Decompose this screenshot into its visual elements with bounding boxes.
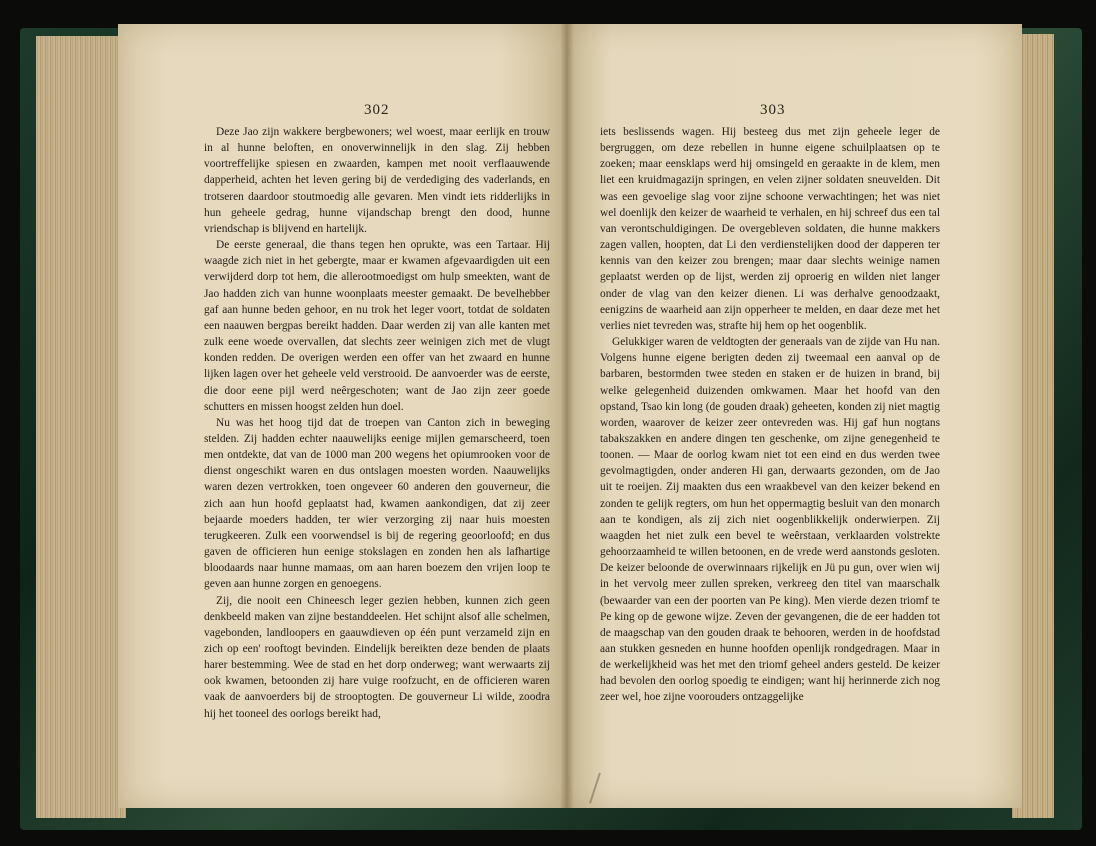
right-page-text xyxy=(600,124,940,706)
page-number-right: 303 xyxy=(760,102,786,118)
paragraph: De eerste generaal, die thans tegen hen oprukte, was een Tartaar. Hij waagde zich niet in het gebergte, maar er kwamen afgevaardigden uit een verwijderd dorp tot hem, die allerootmoedigst om hulp smeekten, want de Jao hadden zich van hunne woonplaats meester gemaakt. De bevelhebber gaf aan hunne beden gehoor, en nu trok het leger voort, totdat de soldaten een naauwen bergpas bereikt hadden. Daar werden zij van alle kanten met zulk eene woede overvallen, dat slechts zeer weinigen zich met de vlugt konden redden. De overigen werden een offer van het zwaard en hunne lijken lagen over het geheele veld verstrooid. De aanvoerder was de eerste, die door eene pijl werd neêrgeschoten; want de Jao zijn zeer goede schutters en missen hoogst zelden hun doel. xyxy=(204,239,550,413)
paragraph: Gelukkiger waren de veldtogten der generaals van de zijde van Hu nan. Volgens hunne eigene berigten deden zij tweemaal een aanval op de barbaren, bestormden twee steden en staken er de huizen in brand, bij welke gelegenheid duizenden omkwamen. Maar het hoofd van den opstand, Tsao kin long (de gouden draak) geheeten, konden zij niet magtig worden, waarover de keizer zeer ontevreden was. Hij gaf hun nogtans tabakszakken en andere dingen ten geschenke, om zijne genegenheid te toonen. — Maar de oorlog kwam niet tot een eind en dus werden twee gevolmagtigden, onder anderen Hi gan, derwaarts gezonden, om de Jao uit te roeijen. Zij maakten dus een wraakbevel van den keizer bekend en zonden te gelijk regters, om hun het oppermagtig besluit van den monarch aan te kondigen, als zij zich niet oogenblikkelijk onderwierpen. Zij waagden het niet zulk een bevel te weêrstaan, verklaarden volstrekte gehoorzaamheid te willen betoonen, en de vrede werd aanstonds gesloten. De keizer beloonde de overwinnaars rijkelijk en Jü pu gun, over wien wij in het vervolg meer zullen spreken, verkreeg den titel van maarschalk (bewaarder van een der poorten van Pe king). Men vierde dezen triomf te Pe king op de gewone wijze. Zeven der gevangenen, die de eer hadden tot de maagschap van den gouden draak te behooren, werden in de hoofdstad aan stukken gesneden en hunne hoofden openlijk rondgedragen. Maar in de werkelijkheid was het met den triomf geheel anders gesteld. De keizer had bevolen den oorlog spoedig te eindigen; want hij herinnerde zich nog zeer wel, hoe zijne voorouders ontzaggelijke xyxy=(600,336,940,704)
paragraph: iets beslissends wagen. Hij besteeg dus met zijn geheele leger de bergruggen, om deze rebellen in hunne eigene schuilplaatsen op te zoeken; maar eensklaps werd hij omsingeld en geraakte in de klem, men liet een kruidmagazijn springen, en velen zijner soldaten sneuvelden. Dit was een gevoelige slag voor zijne schoone verwachtingen; het was niet wel doenlijk den keizer de waarheid te verhalen, en hij schreef dus een tal van verontschuldigingen. De overgebleven soldaten, die hunne makkers zagen vallen, hoopten, dat Li den verdienstelijken dood der dapperen ter kennis van den keizer zou brengen; maar daar slechts weinige namen geplaatst werden op de lijst, werden zij oproerig en wilden niet langer onder de vlag van den keizer dienen. Li was derhalve genoodzaakt, eenigzins de waarheid aan zijn opperheer te melden, en daar deze met het verlies niet tevreden was, strafte hij hem op het oogenblik. xyxy=(600,126,940,332)
paragraph: Deze Jao zijn wakkere bergbewoners; wel woest, maar eerlijk en trouw in al hunne beloften, en onoverwinnelijk in den slag. Zij hebben voortreffelijke spiesen en zwaarden, kampen met nooit verflaauwende dapperheid, achten het leven gering bij de verdediging des vaderlands, en trotseren daardoor stoutmoedig alle gevaren. Men vindt iets ridderlijks in hun geheele gedrag, hunne vijandschap brengt den dood, hunne vriendschap is blijvend en hartelijk. xyxy=(204,126,550,235)
paragraph: Zij, die nooit een Chineesch leger gezien hebben, kunnen zich geen denkbeeld maken van zijne bestanddeelen. Het schijnt alsof alle schelmen, vagebonden, landloopers en gaauwdieven op één punt verzameld zijn en zich op een' rooftogt bevinden. Eindelijk bereikten deze benden de plaats harer bestemming. Wee de stad en het dorp onderweg; want werwaarts zij ook kwamen, betoonden zij hare vuige roofzucht, en de officieren waren vaak de aanvoerders bij de strooptogten. De gouverneur Li wilde, zoodra hij het tooneel des oorlogs bereikt had, xyxy=(204,594,550,720)
page-number-left: 302 xyxy=(364,102,390,118)
left-page-edges xyxy=(36,36,126,818)
book-gutter xyxy=(560,24,574,808)
paragraph: Nu was het hoog tijd dat de troepen van Canton zich in beweging stelden. Zij hadden echter naauwelijks eenige mijlen gemarscheerd, toen men ontdekte, dat van de 1000 man 200 wegens het opiumrooken voor de dienst ongeschikt waren en dus ontslagen moesten worden. Naauwelijks waren dezen vertrokken, toen ongeveer 60 anderen den gouverneur, die zich aan hun hoofd geplaatst had, kwamen aankondigen, dat zij zeer bejaarde moeders hadden, ter wier verzorging zij naar huis moesten terugkeeren. Zulk een voorwendsel is bij de regering geoorloofd; en dus gaven de officieren hun eenige stokslagen en zonden hen als lafhartige bloodaards naar hunne mamaas, om aan haren boezem den vrijen loop te geven aan hunne zorgen en genoegens. xyxy=(204,416,550,591)
left-page-text xyxy=(204,124,550,722)
